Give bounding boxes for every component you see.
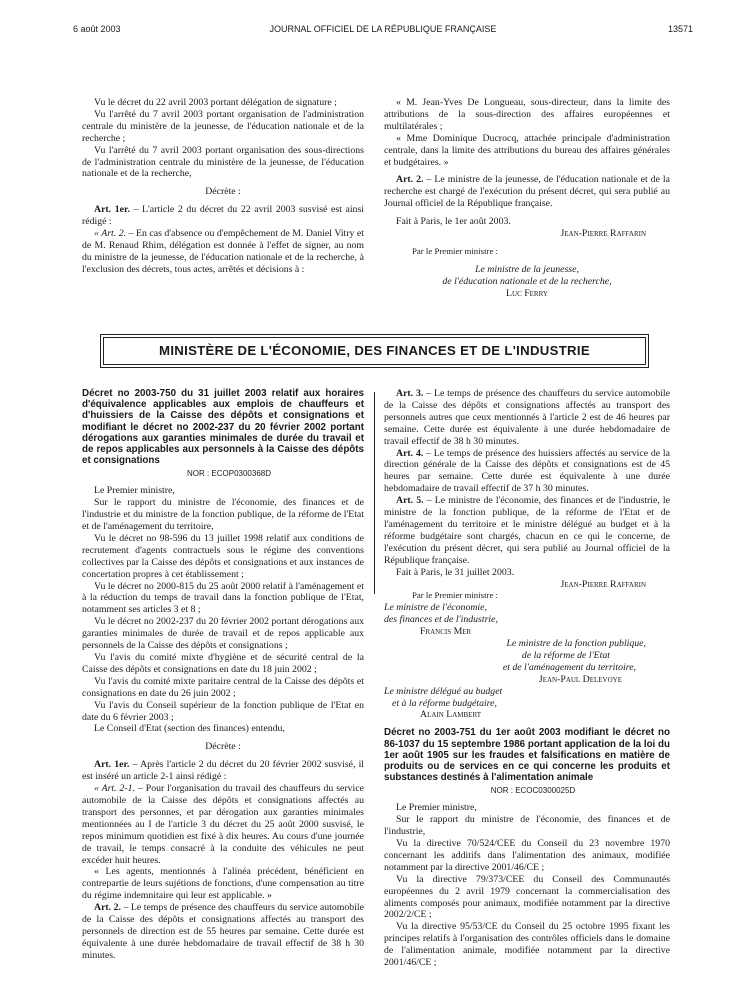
quoted-article-paragraph — [82, 783, 364, 866]
top-left-column — [82, 97, 364, 276]
article-text: – Le ministre de l'économie, des finances et de l'industrie, le ministre de la fonction publique, de la réforme de l'Etat et de l'aménagement du territoire et le ministre délégué au budget et à la réforme budgétaire sont chargés, chacun en ce qui le concerne, de l'exécution du présent décret, qui sera publié au Journal officiel de la République française. — [384, 495, 670, 566]
quoted-article-label: « Art. 2-1. — [94, 783, 136, 795]
article-text: – L'article 2 du décret du 22 avril 2003 susvisé est ainsi rédigé : — [82, 204, 364, 228]
minister-title — [384, 602, 670, 614]
decrete-heading: Décrète : — [205, 186, 241, 198]
article-paragraph — [384, 388, 670, 448]
paragraph: Sur le rapport du ministre de l'économie, des finances et de l'industrie et du ministre de la fonction publique, de la réforme de l'Etat et de l'aménagement du territoire, — [82, 497, 364, 533]
minister-title-line: des finances et de l'industrie, — [384, 614, 498, 626]
article-text: – Le temps de présence des chauffeurs du service automobile de la Caisse des dépôts et consignations affectés au transport des personnels de direction est de 55 heures par semaine. Cette durée est équivalente à une durée hebdomadaire de travail effectif de 38 h 30 minutes. — [82, 902, 364, 961]
paragraph: Vu l'arrêté du 7 avril 2003 portant organisation de l'administration centrale du ministère de la jeunesse, de l'éducation nationale et de la recherche ; — [82, 108, 364, 144]
article-text: – Le temps de présence des huissiers affectés au service de la direction générale de la Caisse des dépôts et consignations est de 45 heures par semaine. Cette durée est équivalente à une durée hebdomadaire de travail effectif de 37 h 30 minutes. — [384, 447, 671, 495]
header-page-number: 13571 — [667, 24, 693, 34]
minister-title — [384, 638, 670, 650]
article-label: Art. 1er. — [94, 204, 130, 216]
minister-title-line: Le ministre de la jeunesse, — [475, 263, 579, 275]
signer-name: Jean-Pierre Raffarin — [560, 578, 646, 590]
paragraph: Vu le décret no 2000-815 du 25 août 2000 relatif à l'aménagement et à la réduction du temps de travail dans la fonction publique de l'Etat, notamment ses articles 3 et 8 ; — [82, 580, 364, 616]
nor-reference: NOR : ECOP0300368D — [186, 469, 272, 479]
paragraph: Vu la directive 70/524/CEE du Conseil du 23 novembre 1970 concernant les additifs dans l'alimentation des animaux, modifiée notamment par la directive 2001/46/CE ; — [384, 838, 670, 873]
paragraph: Vu le décret no 98-596 du 13 juillet 1998 relatif aux conditions de recrutement d'agents contractuels sous le régime des conventions collectives par la Caisse des dépôts et consignations et aux instances de concertation propres à cet établissement ; — [82, 532, 364, 580]
article-paragraph — [384, 495, 670, 566]
minister-title — [384, 686, 670, 698]
minister-name: Francis Mer — [420, 626, 472, 638]
article-paragraph — [82, 902, 364, 962]
paragraph: Vu l'avis du comité mixte paritaire central de la Caisse des dépôts et consignations en date du 26 juin 2002 ; — [82, 675, 364, 699]
minister-title — [384, 264, 670, 276]
par-line: Par le Premier ministre : — [412, 590, 498, 601]
decrete-heading: Décrète : — [205, 741, 241, 753]
paragraph: Vu le décret du 22 avril 2003 portant délégation de signature ; — [94, 97, 337, 108]
paragraph: Le Premier ministre, — [94, 485, 175, 497]
header-journal-title: JOURNAL OFFICIEL DE LA RÉPUBLIQUE FRANÇAISE — [269, 24, 497, 34]
page-header — [73, 24, 693, 38]
fait-line: Fait à Paris, le 1er août 2003. — [396, 216, 511, 228]
ministry-title-box: MINISTÈRE DE L'ÉCONOMIE, DES FINANCES ET DE L'INDUSTRIE — [103, 337, 646, 365]
minister-title-line: Le ministre de l'économie, — [384, 602, 487, 614]
column-divider — [374, 392, 375, 594]
minister-title-line: Le ministre de la fonction publique, — [506, 638, 646, 650]
article-paragraph — [384, 448, 670, 496]
article-text: – Le ministre de la jeunesse, de l'éducation nationale et de la recherche est chargé de l'exécution du présent décret, qui sera publié au Journal officiel de la République française. — [384, 174, 671, 210]
paragraph: Vu la directive 95/53/CE du Conseil du 25 octobre 1995 fixant les principes relatifs à l'organisation des contrôles officiels dans le domaine de l'alimentation animale, modifiée notamment par la directive 2001/46/CE ; — [384, 921, 670, 969]
article-paragraph — [82, 204, 364, 228]
decree-title: Décret no 2003-751 du 1er août 2003 modifiant le décret no 86-1037 du 15 septembre 1986 portant application de la loi du 1er août 1905 sur les fraudes et falsifications en matière de produits ou de services en ce qui concerne les produits et substances destinés à l'alimentation animale — [384, 727, 670, 784]
top-right-column — [384, 97, 670, 300]
paragraph: Vu le décret no 2002-237 du 20 février 2002 portant dérogations aux garanties minimales de durée de travail et de repos applicable aux personnels de la Caisse des dépôts et consignations ; — [82, 616, 364, 652]
minister-title-line: Le ministre délégué au budget — [384, 685, 503, 697]
minister-title — [384, 698, 670, 710]
decree-title: Décret no 2003-750 du 31 juillet 2003 relatif aux horaires d'équivalence applicables aux emplois de chauffeurs et d'huissiers de la Caisse des dépôts et consignations et modifiant le décret no 2002-237 du 20 février 2002 portant dérogations aux garanties minimales de durée du travail et de repos applicables aux personnels à la Caisse des dépôts et consignations — [82, 388, 364, 467]
minister-title — [384, 650, 670, 662]
quoted-article-label: « Art. 2. — [94, 228, 127, 240]
article-label: Art. 2. — [396, 174, 424, 186]
header-date: 6 août 2003 — [73, 24, 121, 34]
quoted-article-text: – Pour l'organisation du travail des chauffeurs du service automobile de la Caisse des dépôts et consignations affectés au transport des personnes, et par dérogation aux garanties minimales mentionnées au I de l'article 3 du décret du 25 août 2000 susvisé, le repos minimum quotidien est fixé à dix heures. Au cours d'une journée de travail, le temps consacré à la conduite des véhicules ne peut excéder huit heures. — [82, 783, 364, 866]
minister-title-line: et à la réforme budgétaire, — [392, 697, 497, 709]
paragraph: Vu la directive 79/373/CEE du Conseil des Communautés européennes du 2 avril 1979 concernant la commercialisation des aliments composés pour animaux, modifiée notamment par la directive 2002/2/CE ; — [384, 873, 670, 921]
minister-title-line: de l'éducation nationale et de la recherche, — [442, 275, 612, 287]
paragraph: Vu l'arrêté du 7 avril 2003 portant organisation des sous-directions de l'administration centrale du ministère de la jeunesse, de l'éducation nationale et de la recherche, — [82, 144, 364, 180]
paragraph: Sur le rapport du ministre de l'économie, des finances et de l'industrie, — [384, 814, 670, 838]
signer-name: Jean-Pierre Raffarin — [560, 228, 646, 240]
article-text: – Après l'article 2 du décret du 20 février 2002 susvisé, il est inséré un article 2-1 ainsi rédigé : — [82, 759, 365, 783]
minister-title — [384, 276, 670, 288]
article-label: Art. 5. — [396, 495, 424, 507]
article-label: Art. 1er. — [94, 759, 130, 771]
par-line: Par le Premier ministre : — [412, 245, 498, 256]
article-label: Art. 3. — [396, 388, 424, 399]
paragraph: Le Premier ministre, — [396, 802, 477, 814]
paragraph: « Mme Dominique Ducrocq, attachée principale d'administration centrale, dans la limite des attributions du bureau des affaires générales et budgétaires. » — [384, 132, 670, 168]
paragraph: Vu l'avis du comité mixte d'hygiène et de sécurité central de la Caisse des dépôts et consignations en date du 18 juin 2002 ; — [82, 652, 364, 675]
decree-1-column — [82, 388, 364, 962]
article-paragraph — [384, 174, 670, 210]
quoted-article-paragraph — [82, 228, 364, 276]
article-text: – Le temps de présence des chauffeurs du service automobile de la Caisse des dépôts et consignations affectés au transport des personnels autres que ceux mentionnés à l'article 2 est de 46 heures par semaine. Cette durée est équivalente à une durée hebdomadaire de travail effectif de 38 h 30 minutes. — [384, 388, 670, 447]
minister-name: Jean-Paul Delevoye — [538, 673, 622, 685]
article-paragraph — [82, 759, 364, 783]
minister-name: Alain Lambert — [420, 709, 481, 721]
nor-reference: NOR : ECOC0300025D — [490, 786, 576, 796]
minister-title — [384, 614, 670, 626]
paragraph: Vu l'avis du Conseil supérieur de la fonction publique de l'Etat en date du 6 février 2003 ; — [82, 699, 364, 723]
article-label: Art. 4. — [396, 447, 424, 459]
minister-title — [384, 662, 670, 674]
article-label: Art. 2. — [94, 902, 121, 914]
decree-1-continued-column — [384, 388, 670, 969]
paragraph: « M. Jean-Yves De Longueau, sous-directeur, dans la limite des attributions de la sous-direction des affaires européennes et multilatérales ; — [384, 97, 670, 132]
quoted-article-text: – En cas d'absence ou d'empêchement de M. Daniel Vitry et de M. Renaud Rhim, délégation est donnée à l'effet de signer, au nom du ministre de la jeunesse, de l'éducation nationale et de la recherche, à l'exclusion des décrets, tous actes, arrêtés et décisions à : — [82, 228, 365, 275]
fait-line: Fait à Paris, le 31 juillet 2003. — [396, 566, 515, 578]
paragraph: « Les agents, mentionnés à l'alinéa précédent, bénéficient en contrepartie de leurs sujétions de fonctions, d'une compensation au titre du régime indemnitaire qui leur est applicable. » — [82, 866, 364, 902]
minister-name: Luc Ferry — [506, 287, 548, 299]
minister-title-line: de la réforme de l'Etat — [521, 649, 610, 661]
minister-title-line: et de l'aménagement du territoire, — [502, 661, 636, 673]
paragraph: Le Conseil d'Etat (section des finances) entendu, — [94, 723, 285, 735]
